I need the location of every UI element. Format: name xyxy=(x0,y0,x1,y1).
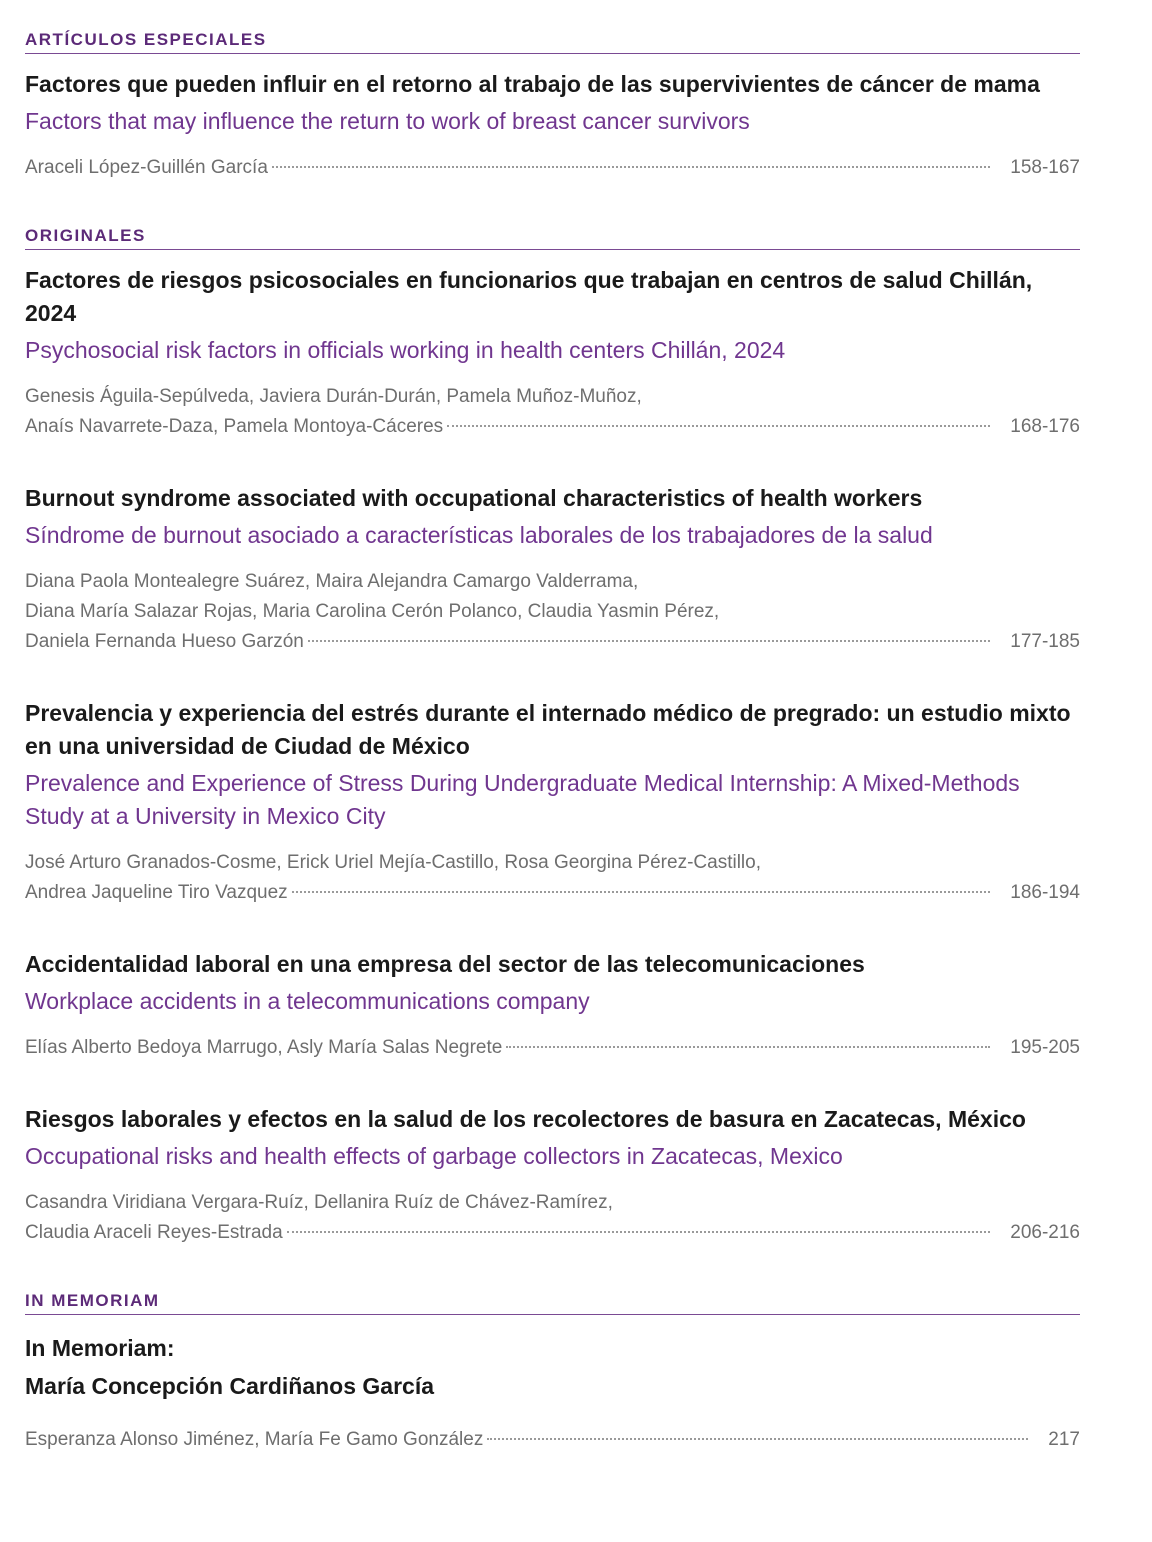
toc-section xyxy=(25,30,1080,183)
author-line: Andrea Jaqueline Tiro Vazquez xyxy=(25,882,288,903)
article-title xyxy=(25,264,1080,330)
author-line-with-pages xyxy=(25,627,1080,657)
author-list xyxy=(25,1425,1080,1455)
article-title xyxy=(25,948,1080,981)
toc-entry[interactable] xyxy=(25,948,1080,1063)
page-range: 158-167 xyxy=(1010,157,1080,178)
article-title xyxy=(25,68,1080,101)
article-title xyxy=(25,1329,1080,1405)
dot-leader xyxy=(272,166,990,168)
author-list xyxy=(25,1033,1080,1063)
dot-leader xyxy=(487,1438,1028,1440)
author-line: Daniela Fernanda Hueso Garzón xyxy=(25,631,304,652)
article-title xyxy=(25,697,1080,763)
author-list xyxy=(25,567,1080,657)
author-line-with-pages xyxy=(25,1425,1080,1455)
article-subtitle: Psychosocial risk factors in officials working in health centers Chillán, 2024 xyxy=(25,337,786,363)
author-line: Esperanza Alonso Jiménez, María Fe Gamo González xyxy=(25,1429,484,1450)
article-title xyxy=(25,1103,1080,1136)
author-line-with-pages xyxy=(25,153,1080,183)
page-range: 206-216 xyxy=(1010,1222,1080,1243)
section-header: ORIGINALES xyxy=(25,226,1080,250)
article-subtitle: Occupational risks and health effects of garbage collectors in Zacatecas, Mexico xyxy=(25,1143,843,1169)
dot-leader xyxy=(308,640,990,642)
author-line-with-pages xyxy=(25,1033,1080,1063)
author-list xyxy=(25,382,1080,442)
author-line: Diana María Salazar Rojas, Maria Carolina Cerón Polanco, Claudia Yasmin Pérez, xyxy=(25,601,720,622)
author-line-with-pages xyxy=(25,1218,1080,1248)
page-range: 177-185 xyxy=(1010,631,1080,652)
author-line: Diana Paola Montealegre Suárez, Maira Alejandra Camargo Valderrama, xyxy=(25,571,639,592)
section-header: ARTÍCULOS ESPECIALES xyxy=(25,30,1080,54)
article-subtitle: Factors that may influence the return to work of breast cancer survivors xyxy=(25,108,750,134)
author-line-with-pages xyxy=(25,878,1080,908)
article-title-line: In Memoriam: xyxy=(25,1335,175,1361)
article-title-line: Riesgos laborales y efectos en la salud de los recolectores de basura en Zacatecas, México xyxy=(25,1106,1026,1132)
toc-section xyxy=(25,1291,1080,1455)
dot-leader xyxy=(292,891,991,893)
toc-section xyxy=(25,226,1080,1248)
author-line: Araceli López-Guillén García xyxy=(25,157,268,178)
page-range: 168-176 xyxy=(1010,416,1080,437)
page-range: 217 xyxy=(1048,1429,1080,1450)
article-title-line: Factores de riesgos psicosociales en funcionarios que trabajan en centros de salud Chillán, 2024 xyxy=(25,267,1033,326)
author-line: Claudia Araceli Reyes-Estrada xyxy=(25,1222,283,1243)
author-line: Elías Alberto Bedoya Marrugo, Asly María Salas Negrete xyxy=(25,1037,503,1058)
author-line-with-pages xyxy=(25,412,1080,442)
author-list xyxy=(25,153,1080,183)
author-line: Genesis Águila-Sepúlveda, Javiera Durán-Durán, Pamela Muñoz-Muñoz, xyxy=(25,386,642,407)
author-list xyxy=(25,848,1080,908)
page-range: 195-205 xyxy=(1010,1037,1080,1058)
article-title-line: María Concepción Cardiñanos García xyxy=(25,1373,435,1399)
toc-entry[interactable] xyxy=(25,264,1080,442)
dot-leader xyxy=(447,425,990,427)
article-subtitle: Síndrome de burnout asociado a características laborales de los trabajadores de la salud xyxy=(25,522,933,548)
author-list xyxy=(25,1188,1080,1248)
toc-entry[interactable] xyxy=(25,697,1080,908)
page-range: 186-194 xyxy=(1010,882,1080,903)
toc-entry[interactable] xyxy=(25,482,1080,657)
article-title-line: Burnout syndrome associated with occupational characteristics of health workers xyxy=(25,485,923,511)
author-line: Casandra Viridiana Vergara-Ruíz, Dellanira Ruíz de Chávez-Ramírez, xyxy=(25,1192,613,1213)
dot-leader xyxy=(506,1046,990,1048)
toc-entry[interactable] xyxy=(25,1103,1080,1248)
author-line: Anaís Navarrete-Daza, Pamela Montoya-Cáceres xyxy=(25,416,444,437)
author-line: José Arturo Granados-Cosme, Erick Uriel Mejía-Castillo, Rosa Georgina Pérez-Castillo, xyxy=(25,852,761,873)
article-subtitle: Prevalence and Experience of Stress During Undergraduate Medical Internship: A Mixed-Methods Study at a University in Mexico City xyxy=(25,770,1020,829)
article-subtitle: Workplace accidents in a telecommunications company xyxy=(25,988,590,1014)
article-title-line: Prevalencia y experiencia del estrés durante el internado médico de pregrado: un estudio mixto en una universidad de Ciudad de México xyxy=(25,700,1071,759)
article-title xyxy=(25,482,1080,515)
section-header: IN MEMORIAM xyxy=(25,1291,1080,1315)
article-title-line: Factores que pueden influir en el retorno al trabajo de las supervivientes de cáncer de mama xyxy=(25,71,1040,97)
dot-leader xyxy=(287,1231,991,1233)
toc-entry[interactable] xyxy=(25,1329,1080,1455)
article-title-line: Accidentalidad laboral en una empresa del sector de las telecomunicaciones xyxy=(25,951,865,977)
toc-entry[interactable] xyxy=(25,68,1080,183)
